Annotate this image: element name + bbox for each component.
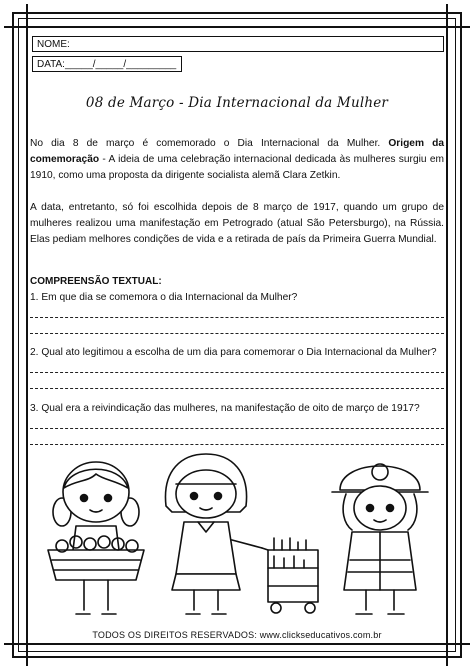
frame-top-rule — [4, 26, 470, 28]
question-2: 2. Qual ato legitimou a escolha de um dia para comemorar o Dia Internacional da Mulher? — [30, 347, 437, 358]
section-heading: COMPREENSÃO TEXTUAL: — [30, 276, 162, 287]
name-label: NOME: — [37, 39, 70, 50]
question-1: 1. Em que dia se comemora o dia Internacional da Mulher? — [30, 292, 298, 303]
name-field[interactable] — [32, 36, 444, 52]
answer-line[interactable] — [30, 428, 444, 429]
girl-with-basket-figure — [48, 462, 144, 614]
firefighter-girl-figure — [332, 464, 428, 614]
page-title: 08 de Março - Dia Internacional da Mulher — [85, 95, 389, 111]
paragraph-1-bold: Origem da comemoração — [30, 138, 445, 166]
illustration — [0, 450, 474, 630]
date-label: DATA:_____/_____/_________ — [37, 59, 177, 70]
answer-line[interactable] — [30, 388, 444, 389]
question-3: 3. Qual era a reivindicação das mulheres, na manifestação de oito de março de 1917? — [30, 403, 420, 414]
paragraph-2: A data, entretanto, só foi escolhida depois de 8 março de 1917, quando um grupo de mulheres realizou uma manifestação em Petrogrado (atual São Petersburgo), na Rússia. Elas pediam melhores condições de vida e a retirada de país da Primeira Guerra Mundial. — [30, 202, 444, 246]
answer-line[interactable] — [30, 333, 444, 334]
paragraph-1-end: - A ideia de uma celebração internacional dedicada às mulheres surgiu em 1910, como uma proposta da dirigente socialista alemã Clara Zetkin. — [30, 154, 444, 182]
answer-line[interactable] — [30, 372, 444, 373]
answer-line[interactable] — [30, 444, 444, 445]
frame-bottom-rule — [4, 643, 470, 645]
paragraph-1-start: No dia 8 de março é comemorado o Dia Internacional da Mulher. — [30, 138, 389, 149]
girl-with-book-cart-figure — [165, 454, 318, 614]
answer-line[interactable] — [30, 317, 444, 318]
paragraph-1 — [30, 136, 444, 185]
date-field[interactable] — [32, 56, 182, 72]
copyright-footer: TODOS OS DIREITOS RESERVADOS: www.clickseducativos.com.br — [92, 630, 382, 640]
